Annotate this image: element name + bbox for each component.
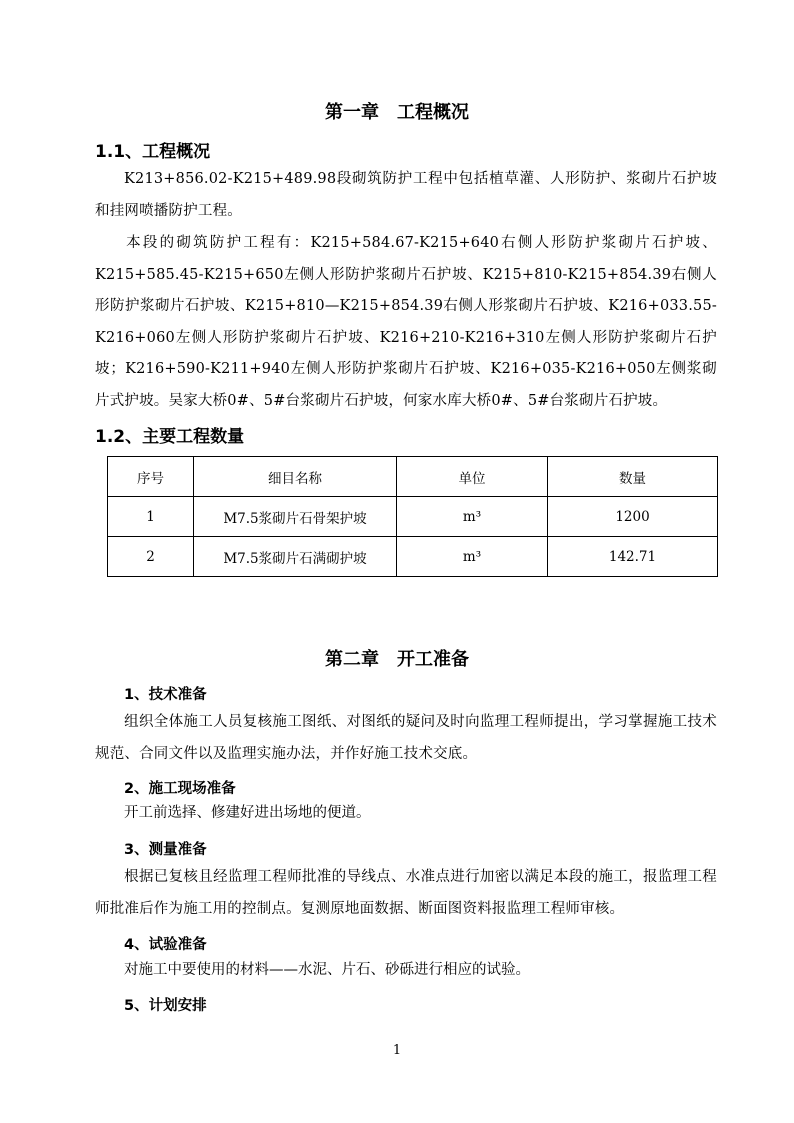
table-header-row <box>108 457 718 497</box>
section-1-2-heading: 1.2、主要工程数量 <box>95 427 245 447</box>
item-1-heading: 1、技术准备 <box>124 687 207 703</box>
item-4-heading: 4、试验准备 <box>124 937 207 953</box>
table-cell: 1200 <box>548 497 718 537</box>
table-cell: 142.71 <box>548 537 718 577</box>
section-1-1-paragraph-2: 本段的砌筑防护工程有：K215+584.67-K215+640右侧人形防护浆砌片石护坡、K215+585.45-K215+650左侧人形防护浆砌片石护坡、K215+810-K215+854.39右侧人形防护浆砌片石护坡、K215+810—K215+854.39右侧人形浆砌片石护坡、K216+033.55-K216+060左侧人形防护浆砌片石护坡、K216+210-K216+310左侧人形防护浆砌片石护坡；K216+590-K211+940左侧人形防护浆砌片石护坡、K216+035-K216+050左侧浆砌片式护坡。吴家大桥0#、5#台浆砌片石护坡，何家水库大桥0#、5#台浆砌片石护坡。 <box>95 235 717 409</box>
item-2-text: 开工前选择、修建好进出场地的便道。 <box>124 805 371 821</box>
table-cell: 1 <box>108 497 194 537</box>
chapter-1-title: 第一章 工程概况 <box>325 102 469 123</box>
table-header-cell: 细目名称 <box>194 457 397 497</box>
table-row <box>108 497 718 537</box>
table-header-cell: 序号 <box>108 457 194 497</box>
table-cell: 2 <box>108 537 194 577</box>
page-number: 1 <box>392 1043 402 1058</box>
item-3-heading: 3、测量准备 <box>124 842 207 858</box>
table-cell: M7.5浆砌片石骨架护坡 <box>194 497 397 537</box>
table-row <box>108 537 718 577</box>
chapter-2-title: 第二章 开工准备 <box>325 649 469 670</box>
item-5-heading: 5、计划安排 <box>124 998 207 1014</box>
quantity-table <box>107 456 718 577</box>
table-cell: m³ <box>397 537 548 577</box>
table-header-cell: 单位 <box>397 457 548 497</box>
item-3-text: 根据已复核且经监理工程师批准的导线点、水准点进行加密以满足本段的施工，报监理工程师批准后作为施工用的控制点。复测原地面数据、断面图资料报监理工程师审核。 <box>95 869 717 917</box>
section-1-1-heading: 1.1、工程概况 <box>95 142 211 162</box>
section-1-1-paragraph-1: K213+856.02-K215+489.98段砌筑防护工程中包括植草灌、人形防护、浆砌片石护坡和挂网喷播防护工程。 <box>95 171 717 219</box>
item-2-heading: 2、施工现场准备 <box>124 781 236 797</box>
item-4-text: 对施工中要使用的材料——水泥、片石、砂砾进行相应的试验。 <box>124 962 530 978</box>
table-cell: M7.5浆砌片石满砌护坡 <box>194 537 397 577</box>
item-1-text: 组织全体施工人员复核施工图纸、对图纸的疑问及时向监理工程师提出，学习掌握施工技术规范、合同文件以及监理实施办法，并作好施工技术交底。 <box>95 714 717 762</box>
table-header-cell: 数量 <box>548 457 718 497</box>
table-cell: m³ <box>397 497 548 537</box>
